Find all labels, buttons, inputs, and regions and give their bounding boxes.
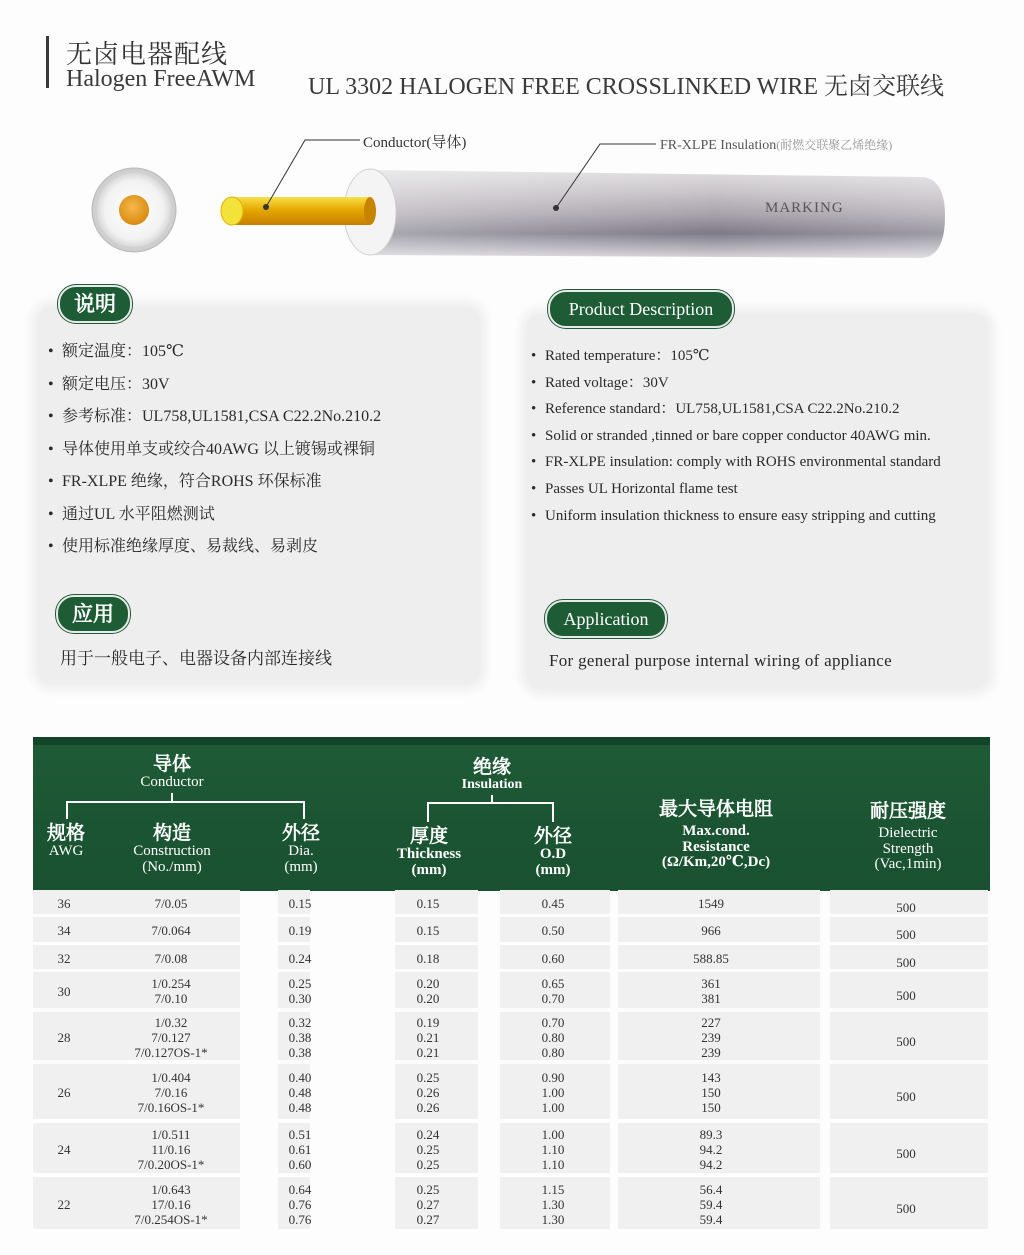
page-title-cn: 无卤电器配线 bbox=[66, 40, 229, 69]
list-item: • Uniform insulation thickness to ensure easy stripping and cutting bbox=[531, 508, 955, 525]
app-text-cn: 用于一般电子、电器设备内部连接线 bbox=[60, 649, 332, 668]
table-cell-awg: 22 bbox=[57, 1196, 71, 1212]
table-cell-thickness: 0.15 bbox=[416, 923, 440, 938]
list-item: • Rated voltage：30V bbox=[531, 375, 991, 392]
table-cell-dia: 0.64 0.76 0.76 bbox=[288, 1181, 312, 1227]
col-dielectric-header: 耐压强度 Dielectric Strength (Vac,1min) bbox=[869, 801, 946, 873]
col-dia-header: 外径 Dia. (mm) bbox=[281, 823, 320, 875]
table-cell-resistance: 227 239 239 bbox=[701, 1014, 721, 1060]
table-cell-resistance: 56.4 59.4 59.4 bbox=[699, 1181, 723, 1227]
table-cell-dia: 0.32 0.38 0.38 bbox=[288, 1014, 312, 1060]
table-cell-dielectric: 500 bbox=[896, 1089, 916, 1104]
list-item: • Passes UL Horizontal flame test bbox=[531, 481, 991, 498]
table-cell-awg: 36 bbox=[57, 895, 71, 911]
list-item: • Reference standard：UL758,UL1581,CSA C22.2No.210.2 bbox=[531, 401, 991, 418]
table-cell-construction: 7/0.064 bbox=[151, 923, 191, 938]
table-cell-resistance: 361 381 bbox=[701, 976, 721, 1006]
table-cell-dia: 0.19 bbox=[288, 923, 312, 938]
table-cell-dia: 0.25 0.30 bbox=[288, 976, 312, 1006]
table-cell-dia: 0.24 bbox=[288, 950, 312, 966]
table-cell-od: 0.65 0.70 bbox=[541, 976, 565, 1006]
group-insulation-header: 绝缘 Insulation bbox=[461, 757, 523, 792]
table-cell-construction: 1/0.254 7/0.10 bbox=[151, 976, 191, 1006]
table-cell-resistance: 588.85 bbox=[693, 950, 729, 966]
table-cell-dielectric: 500 bbox=[896, 1200, 916, 1216]
table-cell-dielectric: 500 bbox=[896, 1033, 916, 1049]
table-cell-dia: 0.40 0.48 0.48 bbox=[288, 1070, 312, 1115]
table-cell-dielectric: 500 bbox=[896, 987, 916, 1003]
table-cell-thickness: 0.25 0.27 0.27 bbox=[416, 1181, 440, 1227]
table-cell-thickness: 0.24 0.25 0.25 bbox=[416, 1126, 440, 1172]
table-cell-dielectric: 500 bbox=[896, 899, 916, 915]
table-cell-construction: 1/0.404 7/0.16 7/0.16OS-1* bbox=[137, 1070, 205, 1115]
table-cell-od: 0.60 bbox=[541, 950, 565, 966]
table-cell-thickness: 0.19 0.21 0.21 bbox=[416, 1014, 440, 1060]
conductor-label: Conductor(导体) bbox=[363, 135, 467, 151]
table-cell-od: 0.50 bbox=[541, 923, 565, 938]
conductor-core-icon bbox=[119, 195, 149, 225]
marking-label: MARKING bbox=[765, 200, 844, 216]
page-subtitle: UL 3302 HALOGEN FREE CROSSLINKED WIRE 无卤交联线 bbox=[308, 74, 944, 100]
list-item: • 参考标准：UL758,UL1581,CSA C22.2No.210.2 bbox=[48, 406, 478, 439]
col-resistance-header: 最大导体电阻 Max.cond. Resistance (Ω/Km,20℃,Dc) bbox=[658, 799, 773, 871]
table-cell-od: 1.15 1.30 1.30 bbox=[541, 1181, 565, 1227]
table-cell-awg: 32 bbox=[57, 950, 71, 966]
table-cell-awg: 30 bbox=[57, 983, 71, 999]
conductor-strand bbox=[232, 197, 370, 225]
table-cell-dia: 0.15 bbox=[288, 895, 312, 911]
list-item: • Rated temperature：105℃ bbox=[531, 348, 991, 365]
table-cell-thickness: 0.25 0.26 0.26 bbox=[416, 1070, 440, 1115]
table-cell-dielectric: 500 bbox=[896, 1145, 916, 1161]
list-item: • 额定电压：30V bbox=[48, 374, 478, 407]
table-cell-awg: 34 bbox=[57, 923, 71, 938]
app-title-cn: 应用 bbox=[56, 595, 130, 633]
table-cell-thickness: 0.20 0.20 bbox=[416, 976, 440, 1006]
table-cell-od: 0.70 0.80 0.80 bbox=[541, 1014, 565, 1060]
col-construction-header: 构造 Construction (No./mm) bbox=[133, 823, 211, 875]
table-cell-dielectric: 500 bbox=[896, 927, 916, 942]
table-cell-awg: 28 bbox=[57, 1029, 71, 1045]
list-item: • 额定温度：105℃ bbox=[48, 341, 478, 374]
col-od-header: 外径 O.D (mm) bbox=[533, 826, 572, 878]
page-title-en: Halogen FreeAWM bbox=[66, 66, 256, 92]
list-item: • 使用标准绝缘厚度、易裁线、易剥皮 bbox=[48, 536, 478, 569]
table-cell-construction: 1/0.511 11/0.16 7/0.20OS-1* bbox=[137, 1126, 205, 1172]
table-cell-resistance: 1549 bbox=[698, 895, 724, 911]
table-cell-od: 1.00 1.10 1.10 bbox=[541, 1126, 565, 1172]
list-item: • FR-XLPE 绝缘，符合ROHS 环保标准 bbox=[48, 471, 478, 504]
title-accent-bar bbox=[46, 36, 49, 88]
col-thickness-header: 厚度 Thickness (mm) bbox=[396, 826, 462, 878]
table-cell-dielectric: 500 bbox=[896, 954, 916, 970]
table-cell-construction: 7/0.08 bbox=[154, 950, 188, 966]
table-cell-awg: 26 bbox=[57, 1085, 71, 1100]
table-cell-dia: 0.51 0.61 0.60 bbox=[288, 1126, 312, 1172]
desc-list-cn bbox=[48, 341, 478, 569]
app-title-en: Application bbox=[545, 600, 667, 638]
table-cell-thickness: 0.15 bbox=[416, 895, 440, 911]
table-cell-od: 0.45 bbox=[541, 895, 565, 911]
list-item: • 通过UL 水平阻燃测试 bbox=[48, 504, 478, 537]
insulation-label: FR-XLPE Insulation(耐燃交联聚乙烯绝缘) bbox=[660, 138, 893, 153]
table-cell-construction: 7/0.05 bbox=[154, 895, 188, 911]
col-awg-header: 规格 AWG bbox=[46, 823, 85, 859]
app-text-en: For general purpose internal wiring of appliance bbox=[549, 651, 892, 670]
table-cell-od: 0.90 1.00 1.00 bbox=[541, 1070, 565, 1115]
desc-title-en: Product Description bbox=[548, 290, 734, 328]
table-cell-resistance: 143 150 150 bbox=[701, 1070, 721, 1115]
table-cell-awg: 24 bbox=[57, 1141, 71, 1157]
table-cell-construction: 1/0.643 17/0.16 7/0.254OS-1* bbox=[134, 1181, 208, 1227]
desc-title-cn: 说明 bbox=[58, 285, 132, 323]
table-cell-resistance: 89.3 94.2 94.2 bbox=[699, 1126, 723, 1172]
table-cell-resistance: 966 bbox=[701, 923, 721, 938]
group-conductor-header: 导体 Conductor bbox=[140, 754, 204, 790]
table-cell-thickness: 0.18 bbox=[416, 950, 440, 966]
desc-list-en bbox=[531, 348, 991, 534]
table-cell-construction: 1/0.32 7/0.127 7/0.127OS-1* bbox=[134, 1014, 208, 1060]
list-item: • FR-XLPE insulation: comply with ROHS environmental standard bbox=[531, 454, 945, 471]
list-item: • 导体使用单支或绞合40AWG 以上镀锡或裸铜 bbox=[48, 439, 478, 472]
list-item: • Solid or stranded ,tinned or bare copper conductor 40AWG min. bbox=[531, 428, 991, 445]
